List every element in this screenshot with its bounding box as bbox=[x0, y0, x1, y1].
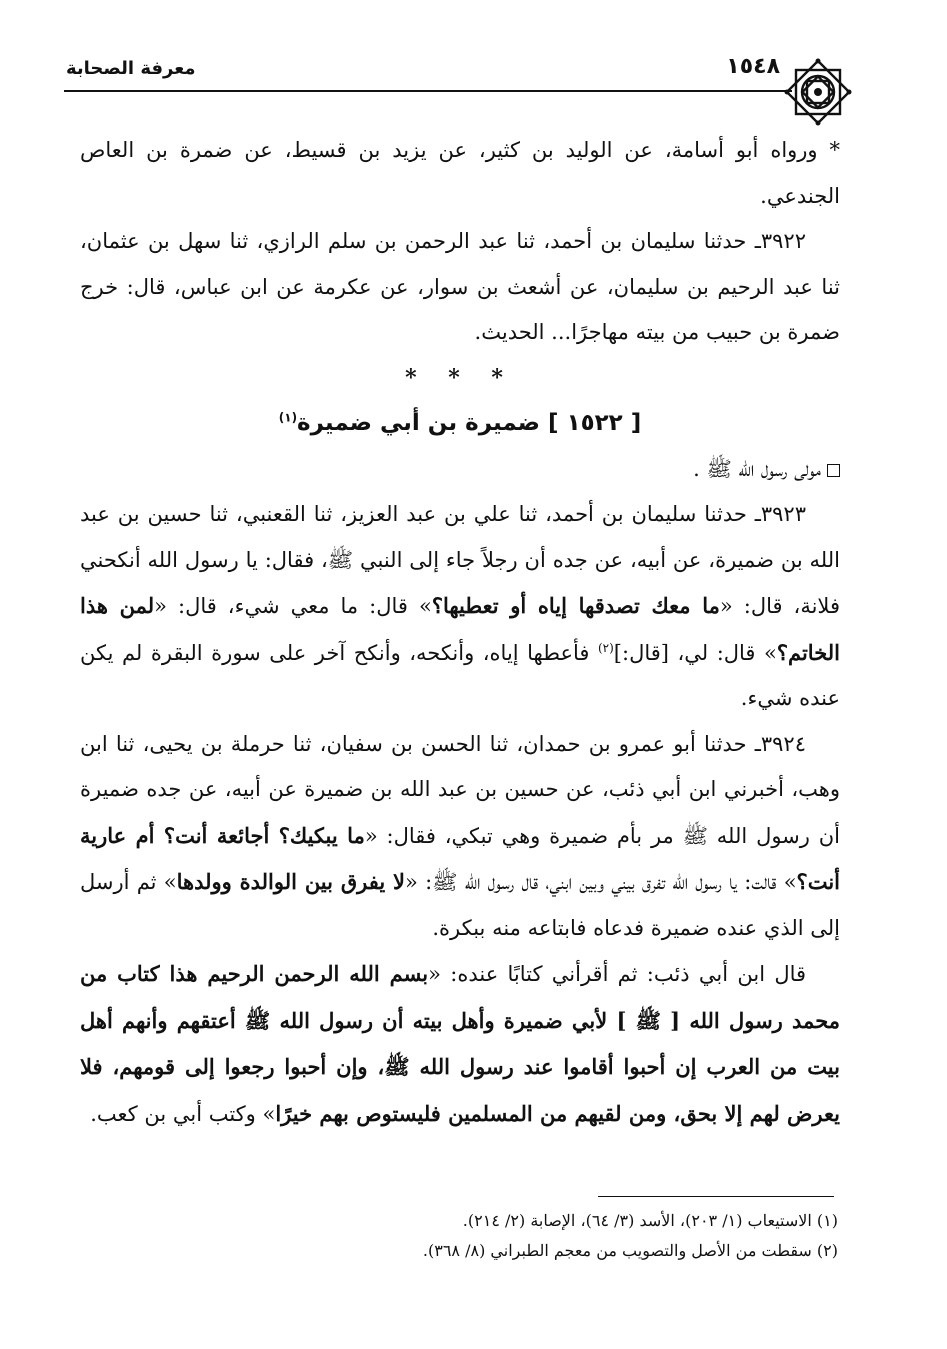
footnote-ref: (٢) bbox=[597, 640, 614, 655]
text-segment: » ثم أرسل إلى الذي عنده ضميرة فدعاه فابتاعه منه ببكرة. bbox=[80, 870, 840, 940]
prophetic-saying: ما معك تصدقها إياه أو تعطيها؟ bbox=[431, 593, 720, 618]
hadith-3922: ٣٩٢٢ـ حدثنا سليمان بن أحمد، ثنا عبد الرحمن بن سلم الرازي، ثنا سهل بن عثمان، ثنا عبد الرحيم بن سليمان، عن أشعث بن سوار، عن عكرمة عن ابن عباس، قال: خرج ضمرة بن حبيب من بيته مهاجرًا... الحديث. bbox=[80, 229, 840, 344]
footnote-ref: (١) bbox=[278, 410, 298, 425]
paragraph-narration: * ورواه أبو أسامة، عن الوليد بن كثير، عن يزيد بن قسيط، عن ضمرة بن العاص الجندعي. bbox=[80, 138, 840, 208]
page-ornament-icon bbox=[782, 56, 854, 128]
footnote-2: (٢) سقطت من الأصل والتصويب من معجم الطبراني (٨/ ٣٦٨). bbox=[422, 1241, 838, 1260]
entry-heading bbox=[80, 401, 840, 447]
page-number: ١٥٤٨ bbox=[726, 54, 780, 79]
section-separator: * * * bbox=[405, 364, 515, 391]
text-segment: » وكتب أبي بن كعب. bbox=[90, 1101, 276, 1126]
prophetic-letter: بسم الله الرحمن الرحيم هذا كتاب من محمد رسول الله [ ﷺ ] لأبي ضميرة وأهل بيته أن رسول الله ﷺ أعتقهم وأنهم أهل بيت من العرب إن أحبوا أقاموا عند رسول الله ﷺ، وإن أحبوا رجعوا إلى قومهم، فلا يعرض لهم إلا بحق، ومن لقيهم من المسلمين فليستوص بهم خيرًا bbox=[80, 961, 840, 1126]
header-rule bbox=[64, 90, 792, 92]
letter-paragraph bbox=[80, 951, 840, 1137]
footnote-rule bbox=[598, 1196, 834, 1197]
text-segment: » قالت: يا رسول الله تفرق بيني وبين ابني، قال رسول الله ﷺ: « bbox=[405, 870, 797, 894]
text-segment: فأعطها إياه، وأنكحه، وأنكح آخر على سورة البقرة لم يكن عنده شيء. bbox=[80, 640, 840, 710]
text-segment: ٣٩٢٣ـ حدثنا سليمان بن أحمد، ثنا علي بن عبد العزيز، ثنا القعنبي، ثنا حسين بن عبد الله بن ضميرة، عن أبيه، عن جده أن رجلاً جاء إلى النبي ﷺ، فقال: يا رسول الله أنكحني فلانة، قال: « bbox=[80, 502, 840, 618]
square-bullet-icon bbox=[827, 464, 840, 477]
entry-heading-text: [ ١٥٢٢ ] ضميرة بن أبي ضميرة bbox=[297, 410, 642, 436]
text-segment: ٣٩٢٤ـ حدثنا أبو عمرو بن حمدان، ثنا الحسن بن سفيان، ثنا حرملة بن يحيى، ثنا ابن وهب، أخبرني ابن أبي ذئب، عن حسين بن عبد الله بن ضميرة عن أبيه، عن جده ضميرة أن رسول الله ﷺ مر بأم ضميرة وهي تبكي، فقال: « bbox=[80, 731, 840, 848]
prophetic-saying: لا يفرق بين الوالدة وولدها bbox=[176, 869, 406, 894]
text-segment: قال ابن أبي ذئب: ثم أقرأني كتابًا عنده: « bbox=[428, 962, 807, 986]
text-segment: » قال: ما معي شيء، قال: « bbox=[154, 594, 432, 618]
text-segment: » قال: لي، [قال:] bbox=[613, 640, 777, 665]
entry-description-text: مولى رسول الله ﷺ . bbox=[693, 456, 821, 481]
footnote-1: (١) الاستيعاب (١/ ٢٠٣)، الأسد (٣/ ٦٤)، الإصابة (٢/ ٢١٤). bbox=[462, 1211, 838, 1230]
page-body bbox=[80, 128, 840, 1137]
prophetic-saying: لمن هذا الخاتم؟ bbox=[80, 593, 840, 665]
hadith-3923 bbox=[80, 492, 840, 722]
prophetic-saying: ما يبكيك؟ أجائعة أنت؟ أم عارية أنت؟ bbox=[80, 822, 840, 894]
entry-description bbox=[80, 447, 840, 493]
footnotes bbox=[80, 1206, 838, 1266]
hadith-3924 bbox=[80, 722, 840, 952]
running-title: معرفة الصحابة bbox=[66, 58, 196, 79]
